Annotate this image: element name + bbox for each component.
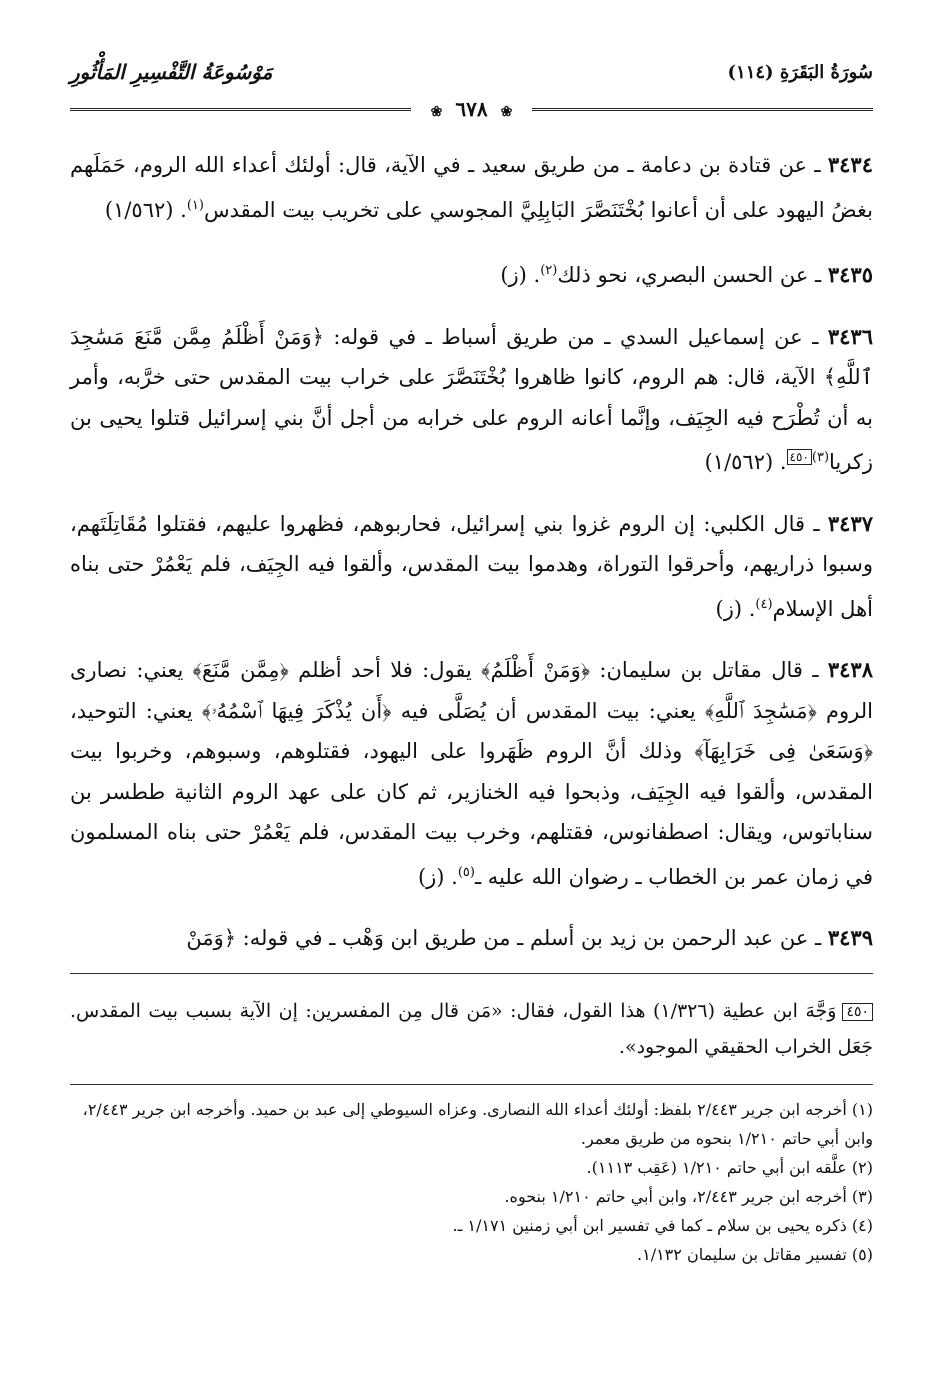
footnote-4: (٤) ذكره يحيى بن سلام ـ كما في تفسير ابن أبي زمنين ١/١٧١ ـ. xyxy=(452,1215,873,1235)
running-header xyxy=(70,52,873,92)
note-separator xyxy=(70,973,873,974)
entry-number: ٣٤٣٧ xyxy=(827,510,873,536)
entry-3436 xyxy=(70,317,873,483)
entry-3437 xyxy=(70,504,873,630)
entry-tail: . (١/٥٦٢) xyxy=(704,450,787,474)
ornament-icon: ❀ xyxy=(500,104,513,120)
entry-3438 xyxy=(70,650,873,897)
divider xyxy=(532,108,873,111)
page xyxy=(70,52,873,1269)
entry-text: ـ قال مقاتل بن سليمان: ﴿وَمَنْ أَظْلَمُ﴾ يقول: فلا أحد أظلم ﴿مِمَّن مَّنَعَ﴾ يعني: نصارى الروم ﴿مَسَٰجِدَ ٱللَّهِ﴾ يعني: بيت المقدس أن يُصَلَّى فيه ﴿أَن يُذْكَرَ فِيهَا ٱسْمُهُۥ﴾ يعني: التوحيد، ﴿وَسَعَىٰ فِى خَرَابِهَآ﴾ وذلك أنَّ الروم ظَهَروا على اليهود، فقتلوهم، وسبوهم، وخربوا بيت المقدس، وألقوا فيه الجِيَف، وذبحوا فيه الخنازير، ثم كان على عهد الروم الثانية ططسر بن سناباتوس، ويقال: اصطفانوس، فقتلهم، وخرب بيت المقدس، فلم يَعْمُرْ حتى بناه المسلمون في زمان عمر بن الخطاب ـ رضوان الله عليه ـ xyxy=(70,658,873,889)
note-number: ٤٥٠ xyxy=(842,1003,873,1021)
footnote-ref: (٥) xyxy=(457,864,475,880)
footnote-2: (٢) علَّقه ابن أبي حاتم ١/٢١٠ (عَقِب ١١١٣). xyxy=(586,1157,873,1177)
entry-text: ـ عن إسماعيل السدي ـ من طريق أسباط ـ في قوله: ﴿وَمَنْ أَظْلَمُ مِمَّن مَّنَعَ مَسَٰجِدَ ٱللَّهِ﴾ الآية، قال: هم الروم، كانوا ظاهروا بُخْتَنَصَّرَ على خراب بيت المقدس حتى خرَّبه، وأمر به أن تُطْرَح فيه الجِيَف، وإنَّما أعانه الروم على خرابه من أجل أنَّ بني إسرائيل قتلوا يحيى بن زكريا xyxy=(70,324,873,474)
entry-tail: . (ز) xyxy=(417,864,458,889)
entry-text: ـ عن عبد الرحمن بن زيد بن أسلم ـ من طريق ابن وَهْب ـ في قوله: ﴿وَمَنْ xyxy=(186,926,828,950)
divider xyxy=(70,108,411,111)
entry-3435 xyxy=(70,251,873,296)
page-number: ٦٧٨ xyxy=(455,97,488,121)
footnote-ref: (٣) xyxy=(811,450,830,465)
footnote-separator xyxy=(70,1084,873,1085)
entry-text: ـ قال الكلبي: إن الروم غزوا بني إسرائيل، فحاربوهم، فظهروا عليهم، فقتلوا مُقَاتِلَتَهم، وسبوا ذراريهم، وأحرقوا التوراة، وهدموا بيت المقدس، وألقوا فيه الجِيَف، فلم يَعْمُرْ حتى بناه أهل الإسلام xyxy=(70,511,873,621)
editor-note xyxy=(70,993,873,1065)
entry-3439 xyxy=(70,918,873,959)
footnote-ref: (٢) xyxy=(540,263,558,278)
entry-tail: . (ز) xyxy=(500,263,541,287)
entry-number: ٣٤٣٤ xyxy=(827,152,873,177)
surah-title: سُورَةُ البَقَرَةِ (١١٤) xyxy=(727,61,873,83)
entry-tail: . (ز) xyxy=(715,596,756,621)
footnote-ref: (١) xyxy=(186,197,204,213)
entries xyxy=(70,145,873,959)
footnote-3: (٣) أخرجه ابن جرير ٢/٤٤٣، وابن أبي حاتم ١/٢١٠ بنحوه. xyxy=(504,1186,873,1206)
entry-number: ٣٤٣٦ xyxy=(827,323,873,349)
note-text: وَجَّهَ ابن عطية (١/٣٢٦) هذا القول، فقال: «مَن قال مِن المفسرين: إن الآية بسبب بيت المقدس. جَعَل الخراب الحقيقي الموجود». xyxy=(70,999,873,1058)
entry-text: ـ عن الحسن البصري، نحو ذلك xyxy=(557,263,828,287)
footnote-1: (١) أخرجه ابن جرير ٢/٤٤٣ بلفظ: أولئك أعداء الله النصارى. وعزاه السيوطي إلى عبد بن حميد. وأخرجه ابن جرير ٢/٤٤٣، وابن أبي حاتم ١/٢١٠ بنحوه من طريق معمر. xyxy=(82,1099,873,1148)
entry-text: ـ عن قتادة بن دعامة ـ من طريق سعيد ـ في الآية، قال: أولئك أعداء الله الروم، حَمَلَهم بغضُ اليهود على أن أعانوا بُخْتَنَصَّرَ البَابِلِيَّ المجوسي على تخريب بيت المقدس xyxy=(70,153,873,222)
footnote-ref: (٤) xyxy=(755,596,773,612)
entry-number: ٣٤٣٨ xyxy=(827,657,873,682)
footnote-5: (٥) تفسير مقاتل بن سليمان ١/١٣٢. xyxy=(637,1244,873,1264)
note-marker: ٤٥٠ xyxy=(787,449,812,465)
entry-number: ٣٤٣٩ xyxy=(827,925,873,950)
page-number-rule xyxy=(70,94,873,124)
page-number-block xyxy=(411,97,533,121)
footnotes xyxy=(70,1095,873,1269)
entry-3434 xyxy=(70,145,873,230)
book-title: مَوْسُوعَةُ التَّفْسِيرِ المَأْثُورِ xyxy=(70,60,273,84)
entry-number: ٣٤٣٥ xyxy=(827,262,873,287)
ornament-icon: ❀ xyxy=(430,104,443,120)
entry-tail: . (١/٥٦٢) xyxy=(104,197,187,222)
